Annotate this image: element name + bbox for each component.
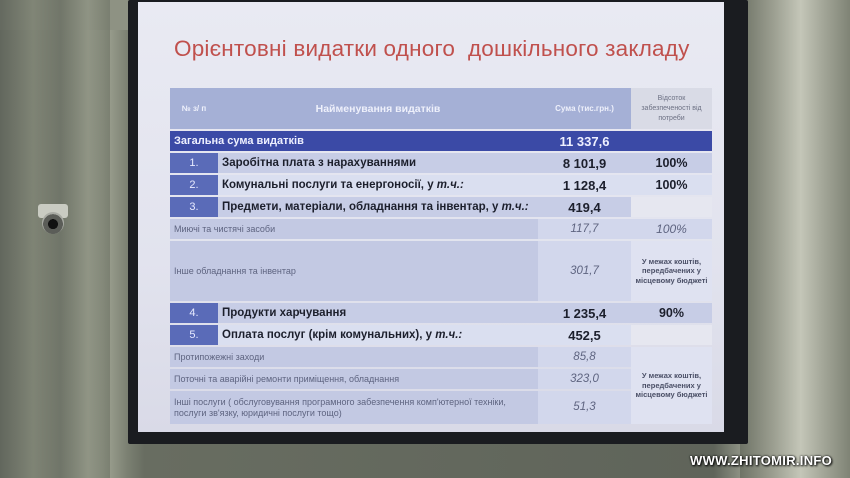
sub-row-sum: 117,7 bbox=[538, 219, 631, 239]
row-name: Заробітна плата з нарахуваннями bbox=[218, 153, 538, 173]
row-number: 2. bbox=[170, 175, 218, 195]
header-sum: Сума (тис.грн.) bbox=[538, 88, 631, 129]
sub-row bbox=[170, 219, 712, 239]
budget-note: У межах коштів, передбачених у місцевому бюджеті bbox=[631, 241, 712, 301]
total-label: Загальна сума видатків bbox=[170, 131, 538, 151]
row-name: Продукти харчування bbox=[218, 303, 538, 323]
budget-note: У межах коштів, передбачених у місцевому бюджеті bbox=[631, 347, 712, 424]
row-name: Предмети, матеріали, обладнання та інвентар, у т.ч.: bbox=[218, 197, 538, 217]
projection-screen bbox=[138, 2, 724, 432]
row-number: 5. bbox=[170, 325, 218, 345]
table-row bbox=[170, 325, 712, 345]
table-row bbox=[170, 153, 712, 173]
sub-row-label: Протипожежні заходи bbox=[170, 347, 538, 367]
row-sum: 452,5 bbox=[538, 325, 631, 345]
sub-row-label: Інше обладнання та інвентар bbox=[170, 241, 538, 301]
sub-row bbox=[170, 347, 712, 367]
total-sum: 11 337,6 bbox=[538, 131, 631, 151]
row-percent: 90% bbox=[631, 303, 712, 323]
row-percent bbox=[631, 325, 712, 345]
row-percent: 100% bbox=[631, 175, 712, 195]
table-row bbox=[170, 303, 712, 323]
row-sum: 8 101,9 bbox=[538, 153, 631, 173]
table-header-row bbox=[170, 88, 712, 129]
header-percent: Відсоток забезпеченості від потреби bbox=[631, 88, 712, 129]
slide-title: Орієнтовні видатки одного дошкільного закладу bbox=[174, 36, 690, 61]
sub-row-label: Поточні та аварійні ремонти приміщення, обладнання bbox=[170, 369, 538, 389]
table-row bbox=[170, 197, 712, 217]
row-name: Комунальні послуги та енергоносії, у т.ч.: bbox=[218, 175, 538, 195]
row-percent: 100% bbox=[631, 153, 712, 173]
right-pillar bbox=[740, 0, 850, 478]
row-sum: 1 128,4 bbox=[538, 175, 631, 195]
header-name: Найменування видатків bbox=[218, 88, 538, 129]
expenses-table bbox=[170, 86, 712, 426]
row-percent bbox=[631, 197, 712, 217]
total-percent bbox=[631, 131, 712, 151]
header-number: № з/ п bbox=[170, 88, 218, 129]
row-number: 4. bbox=[170, 303, 218, 323]
total-row bbox=[170, 131, 712, 151]
row-number: 1. bbox=[170, 153, 218, 173]
sub-row-label: Інші послуги ( обслуговування програмного забезпечення комп'ютерної техніки, послуги зв'язку, юридичні послуги тощо) bbox=[170, 391, 538, 424]
sub-row-label: Миючі та чистячі засоби bbox=[170, 219, 538, 239]
row-sum: 419,4 bbox=[538, 197, 631, 217]
sub-row bbox=[170, 241, 712, 301]
sub-row bbox=[170, 391, 712, 424]
sub-row-sum: 323,0 bbox=[538, 369, 631, 389]
sub-row-percent: 100% bbox=[631, 219, 712, 239]
sub-row-sum: 301,7 bbox=[538, 241, 631, 301]
sub-row-sum: 85,8 bbox=[538, 347, 631, 367]
row-sum: 1 235,4 bbox=[538, 303, 631, 323]
left-curtain bbox=[0, 0, 110, 478]
site-watermark: WWW.ZHITOMIR.INFO bbox=[690, 453, 833, 468]
security-camera-icon bbox=[32, 198, 74, 238]
row-number: 3. bbox=[170, 197, 218, 217]
table-row bbox=[170, 175, 712, 195]
sub-row-sum: 51,3 bbox=[538, 391, 631, 424]
sub-row bbox=[170, 369, 712, 389]
row-name: Оплата послуг (крім комунальних), у т.ч.: bbox=[218, 325, 538, 345]
